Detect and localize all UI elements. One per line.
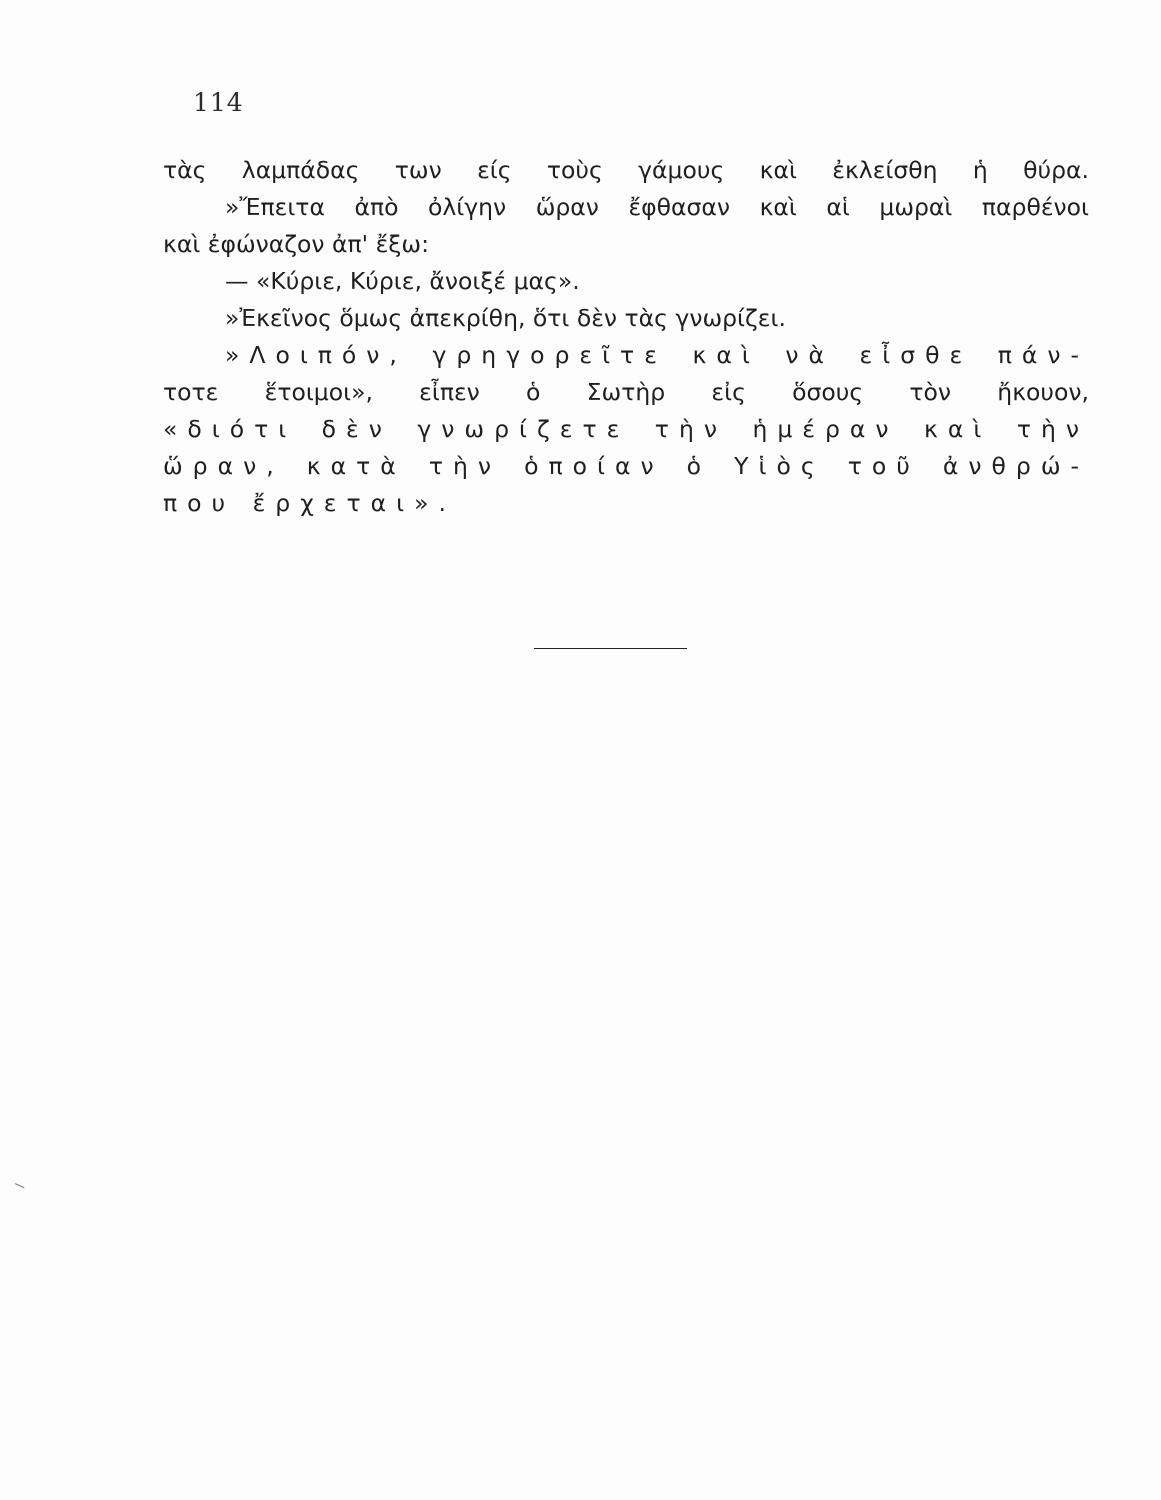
page-number: 114 — [193, 88, 244, 117]
text-line-6: »Λοιπόν, γρηγορεῖτε καὶ νὰ εἶσθε πάν- — [225, 341, 1089, 369]
scan-mark — [14, 1183, 25, 1191]
text-line-9: ὥραν, κατὰ τὴν ὁποίαν ὁ Υἱὸς τοῦ ἀνθρώ- — [163, 452, 1089, 480]
body-text — [163, 152, 1089, 522]
text-line-7: τοτε ἕτοιμοι», εἶπεν ὁ Σωτὴρ εἰς ὅσους τὸν ἤκουον, — [163, 378, 1089, 406]
text-line-10: που ἔρχεται». — [163, 489, 456, 517]
section-divider — [534, 648, 687, 649]
text-line-1: τὰς λαμπάδας των είς τοὺς γάμους καὶ ἐκλείσθη ἡ θύρα. — [163, 156, 1089, 184]
text-line-4: — «Κύριε, Κύριε, ἄνοιξέ μας». — [225, 267, 580, 295]
text-line-3: καὶ ἐφώναζον ἀπ' ἔξω: — [163, 230, 429, 258]
text-line-8: «διότι δὲν γνωρίζετε τὴν ἡμέραν καὶ τὴν — [163, 415, 1089, 443]
text-line-5: »Ἐκεῖνος ὅμως ἀπεκρίθη, ὅτι δὲν τὰς γνωρίζει. — [225, 304, 786, 332]
text-line-2: »Ἔπειτα ἀπὸ ὀλίγην ὥραν ἔφθασαν καὶ αἱ μωραὶ παρθένοι — [225, 193, 1089, 221]
